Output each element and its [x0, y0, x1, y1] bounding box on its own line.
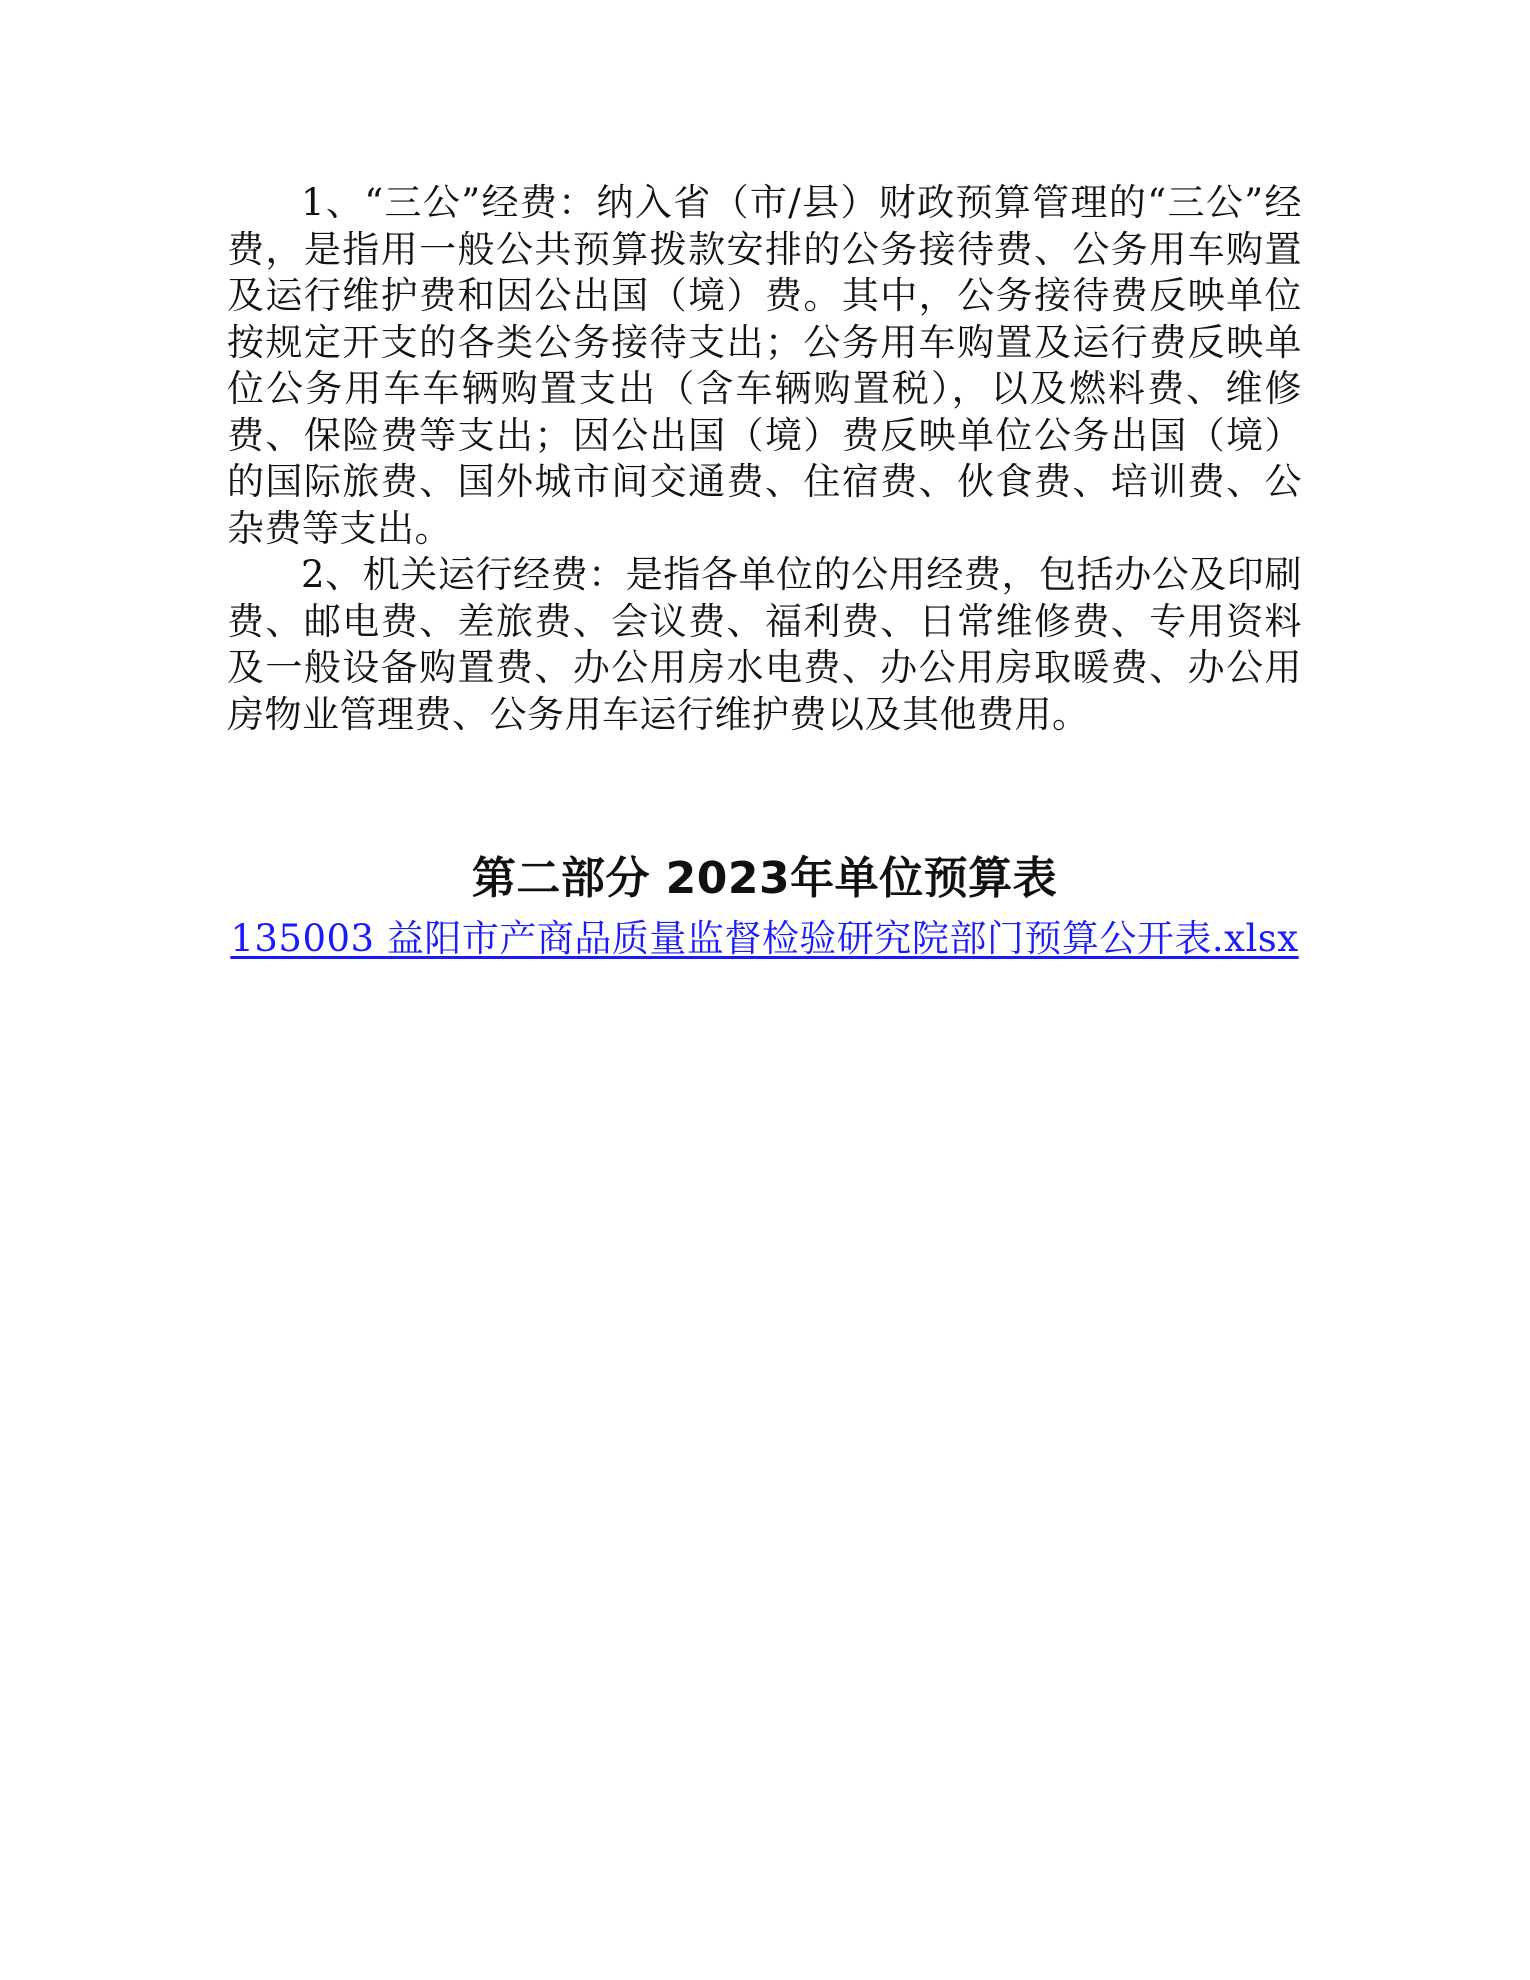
attachment-link-container: [227, 912, 1302, 966]
paragraph-sangong-funds: 1、“三公”经费：纳入省（市/县）财政预算管理的“三公”经费，是指用一般公共预算拨款安排的公务接待费、公务用车购置及运行维护费和因公出国（境）费。其中，公务接待费反映单位按规定开支的各类公务接待支出；公务用车购置及运行费反映单位公务用车车辆购置支出（含车辆购置税），以及燃料费、维修费、保险费等支出；因公出国（境）费反映单位公务出国（境）的国际旅费、国外城市间交通费、住宿费、伙食费、培训费、公杂费等支出。: [227, 181, 1302, 550]
document-body: [227, 180, 1302, 966]
attachment-link[interactable]: 135003 益阳市产商品质量监督检验研究院部门预算公开表.xlsx: [230, 917, 1299, 960]
paragraph-operating-funds: 2、机关运行经费：是指各单位的公用经费，包括办公及印刷费、邮电费、差旅费、会议费、福利费、日常维修费、专用资料及一般设备购置费、办公用房水电费、办公用房取暖费、办公用房物业管理费、公务用车运行维护费以及其他费用。: [227, 553, 1302, 736]
section-heading: 第二部分 2023年单位预算表: [471, 853, 1058, 904]
